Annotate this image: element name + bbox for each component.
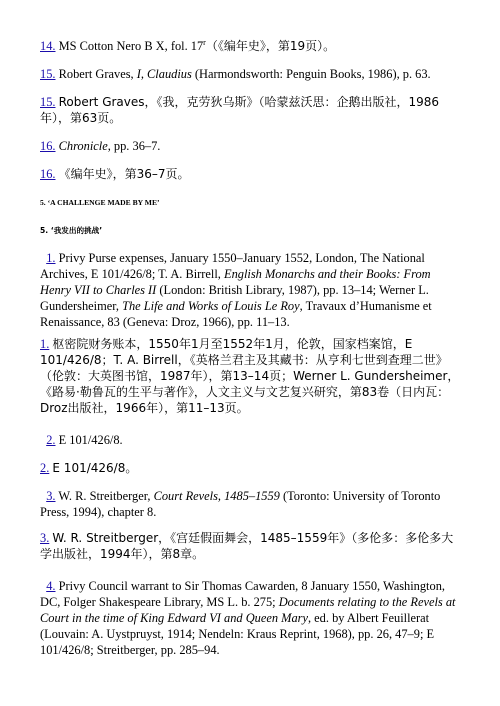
footnote-4-en <box>40 578 460 658</box>
footnote-2-zh <box>40 460 460 476</box>
note-text: (Toronto: University of Toronto Press, 1994), chapter 8. <box>40 489 441 519</box>
chapter-heading-en: 5. ‘A CHALLENGE MADE BY ME’ <box>40 198 160 207</box>
footnote-link-15[interactable]: 15. <box>40 95 56 109</box>
footnote-link-1[interactable]: 1. <box>40 337 50 351</box>
footnote-link-14[interactable]: 14. <box>40 39 56 53</box>
footnote-link-3[interactable]: 3. <box>46 489 56 503</box>
footnote-16-zh <box>40 166 460 182</box>
note-text: 《编年史》，第36–7页。 <box>58 167 190 181</box>
footnote-link-2[interactable]: 2. <box>40 461 50 475</box>
footnote-1-zh <box>40 336 460 416</box>
book-title: The Life and Works of Louis Le Roy <box>122 299 300 313</box>
note-text: E 101/426/8. <box>58 433 123 447</box>
footnote-link-15[interactable]: 15. <box>40 67 56 81</box>
note-text: (Harmondsworth: Penguin Books, 1986), p. 63. <box>191 67 431 81</box>
footnote-link-16[interactable]: 16. <box>40 167 56 181</box>
superscript: r <box>203 37 206 47</box>
chapter-heading-zh: 5. ‘我发出的挑战’ <box>40 226 103 235</box>
note-text: MS Cotton Nero B X, fol. 17 <box>58 39 204 53</box>
book-title: Chronicle <box>58 139 108 153</box>
footnote-link-1[interactable]: 1. <box>46 251 56 265</box>
book-title: English Monarchs and their Books: From Henry VII to Charles II <box>40 267 431 297</box>
book-title: Documents relating to the Revels at Court in the time of King Edward VI and Queen Mary <box>40 595 456 625</box>
note-text: W. R. Streitberger, <box>58 489 154 503</box>
footnote-14-en <box>40 38 460 54</box>
footnote-15-zh <box>40 94 460 126</box>
note-text: Privy Purse expenses, January 1550–January 1552, London, The National Archives, E 101/426/8; T. A. Birrell, <box>40 251 425 281</box>
note-text: , ed. by Albert Feuillerat (Louvain: A. Uystpruyst, 1914; Nendeln: Kraus Reprint, 1968), pp. 26, 47–9; E 101/426/8; Streitberger, pp. 285–94. <box>40 611 435 657</box>
footnote-link-4[interactable]: 4. <box>46 579 56 593</box>
footnote-link-2[interactable]: 2. <box>46 433 56 447</box>
footnote-link-3[interactable]: 3. <box>40 531 50 545</box>
note-text: , Travaux d’Humanisme et Renaissance, 83 (Geneva: Droz, 1966), pp. 11–13. <box>40 299 432 329</box>
note-text: (London: British Library, 1987), pp. 13–14; Werner L. Gundersheimer, <box>40 283 429 313</box>
footnote-1-en <box>40 250 460 330</box>
note-text: Robert Graves，《我，克劳狄乌斯》（哈蒙兹沃思：企鹅出版社，1986年），第63页。 <box>40 95 440 125</box>
footnote-3-en <box>40 488 460 520</box>
note-text: , pp. 36–7. <box>107 139 161 153</box>
footnote-3-zh <box>40 530 460 562</box>
book-title: I, Claudius <box>136 67 192 81</box>
note-text: W. R. Streitberger，《宫廷假面舞会，1485–1559年》（多伦多：多伦多大学出版社，1994年），第8章。 <box>40 531 454 561</box>
footnote-2-en <box>40 432 460 448</box>
book-title: Court Revels, 1485–1559 <box>153 489 280 503</box>
note-text: （《编年史》，第19页）。 <box>205 39 336 53</box>
note-text: 枢密院财务账本，1550年1月至1552年1月，伦敦，国家档案馆，E 101/426/8；T. A. Birrell，《英格兰君主及其藏书：从亨利七世到查理二世》（伦敦：大英图书馆，1987年），第13–14页；Werner L. Gundersheimer，《路易·勒鲁瓦的生平与著作》，人文主义与文艺复兴研究，第83卷（日内瓦：Droz出版社，1966年），第11–13页。 <box>40 337 460 415</box>
note-text: Privy Council warrant to Sir Thomas Cawarden, 8 January 1550, Washington, DC, Folger Shakespeare Library, MS L. b. 275; <box>40 579 445 609</box>
footnote-16-en <box>40 138 460 154</box>
footnote-link-16[interactable]: 16. <box>40 139 56 153</box>
note-text: Robert Graves, <box>58 67 137 81</box>
note-text: E 101/426/8。 <box>52 461 138 475</box>
footnote-15-en <box>40 66 460 82</box>
